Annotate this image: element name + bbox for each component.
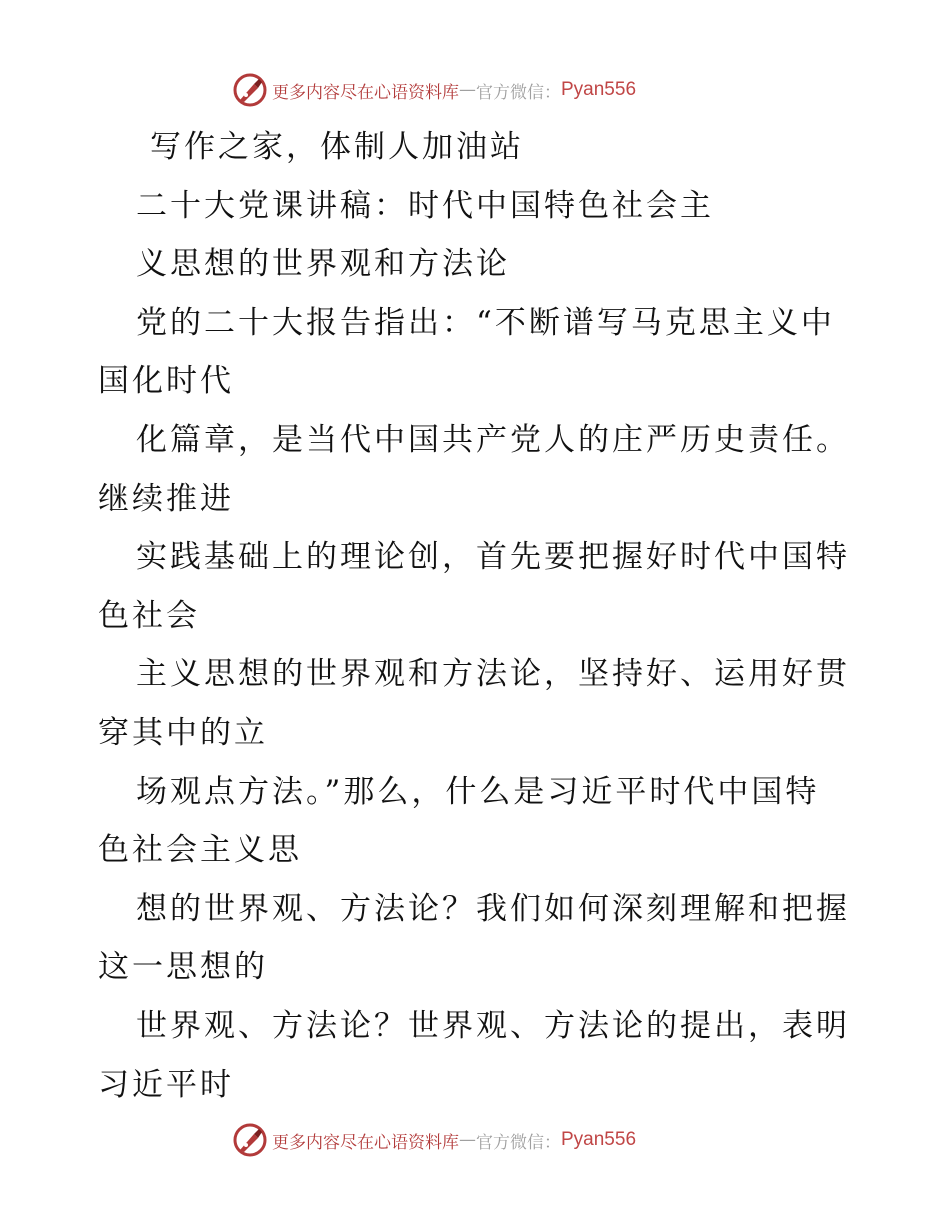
doc-line: 穿其中的立 <box>98 714 268 751</box>
pen-nib-logo-icon <box>232 72 268 108</box>
doc-line: 实践基础上的理论创，首先要把握好时代中国特 <box>136 539 850 576</box>
banner-label: 官方微信： <box>476 1132 561 1153</box>
doc-line: 想的世界观、方法论？我们如何深刻理解和把握 <box>136 890 850 927</box>
doc-line: 义思想的世界观和方法论 <box>136 246 510 283</box>
banner-wechat-id: Pyan556 <box>561 1129 637 1150</box>
banner-separator: — <box>459 80 476 100</box>
footer-banner <box>232 1120 636 1160</box>
doc-line: 二十大党课讲稿：时代中国特色社会主 <box>136 187 714 224</box>
header-banner <box>232 70 636 110</box>
doc-line: 继续推进 <box>98 480 234 517</box>
banner-text: 更多内容尽在心语资料库 <box>272 82 459 103</box>
doc-line: 色社会 <box>98 597 200 634</box>
doc-line: 党的二十大报告指出：“不断谱写马克思主义中 <box>136 304 835 341</box>
doc-line: 化篇章，是当代中国共产党人的庄严历史责任。 <box>136 421 850 458</box>
doc-line: 国化时代 <box>98 363 234 400</box>
doc-line: 习近平时 <box>98 1066 234 1103</box>
banner-label: 官方微信： <box>476 82 561 103</box>
doc-line: 场观点方法。”那么，什么是习近平时代中国特 <box>136 773 820 810</box>
doc-line: 这一思想的 <box>98 949 268 986</box>
banner-text: 更多内容尽在心语资料库 <box>272 1132 459 1153</box>
banner-wechat-id: Pyan556 <box>561 79 637 100</box>
document-body <box>98 118 858 1114</box>
doc-line: 色社会主义思 <box>98 832 302 869</box>
doc-line: 世界观、方法论？世界观、方法论的提出，表明 <box>136 1007 850 1044</box>
banner-separator: — <box>459 1130 476 1150</box>
doc-line: 主义思想的世界观和方法论，坚持好、运用好贯 <box>136 656 850 693</box>
pen-nib-logo-icon <box>232 1122 268 1158</box>
doc-line: 写作之家，体制人加油站 <box>150 129 524 165</box>
